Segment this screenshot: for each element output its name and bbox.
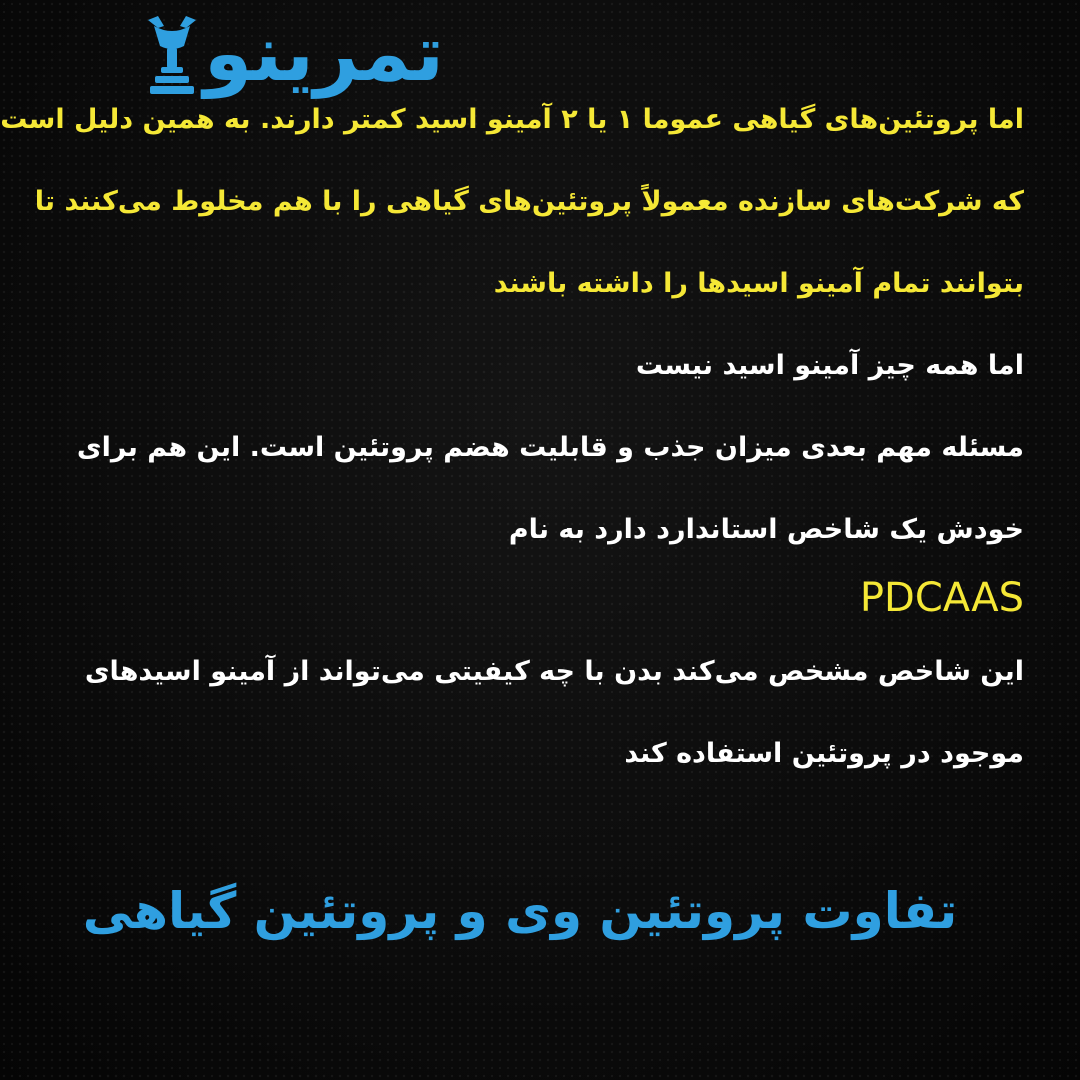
yellow-line-3: بتوانند تمام آمینو اسیدها را داشته باشند [493,268,1024,299]
white-line-2: مسئله مهم بعدی میزان جذب و قابلیت هضم پروتئین است. این هم برای [76,432,1024,463]
closing-line-1: این شاخص مشخص می‌کند بدن با چه کیفیتی می‌تواند از آمینو اسیدهای [84,656,1024,687]
footer-title: تفاوت پروتئین وی و پروتئین گیاهی [82,882,958,940]
acronym-pdcaas: PDCAAS [859,575,1024,621]
yellow-line-1: اما پروتئین‌های گیاهی عموما ۱ یا ۲ آمینو اسید کمتر دارند. به همین دلیل است [0,104,1024,135]
yellow-line-2: که شرکت‌های سازنده معمولاً پروتئین‌های گیاهی را با هم مخلوط می‌کنند تا [34,186,1024,217]
article-body [0,100,1024,816]
white-line-1: اما همه چیز آمینو اسید نیست [635,350,1024,381]
brand-logo [14,6,444,102]
logo-wordmark: تمرینو [203,9,444,99]
chess-piece-icon [144,12,200,96]
closing-line-2: موجود در پروتئین استفاده کند [624,738,1024,769]
white-line-3: خودش یک شاخص استاندارد دارد به نام [508,514,1024,545]
